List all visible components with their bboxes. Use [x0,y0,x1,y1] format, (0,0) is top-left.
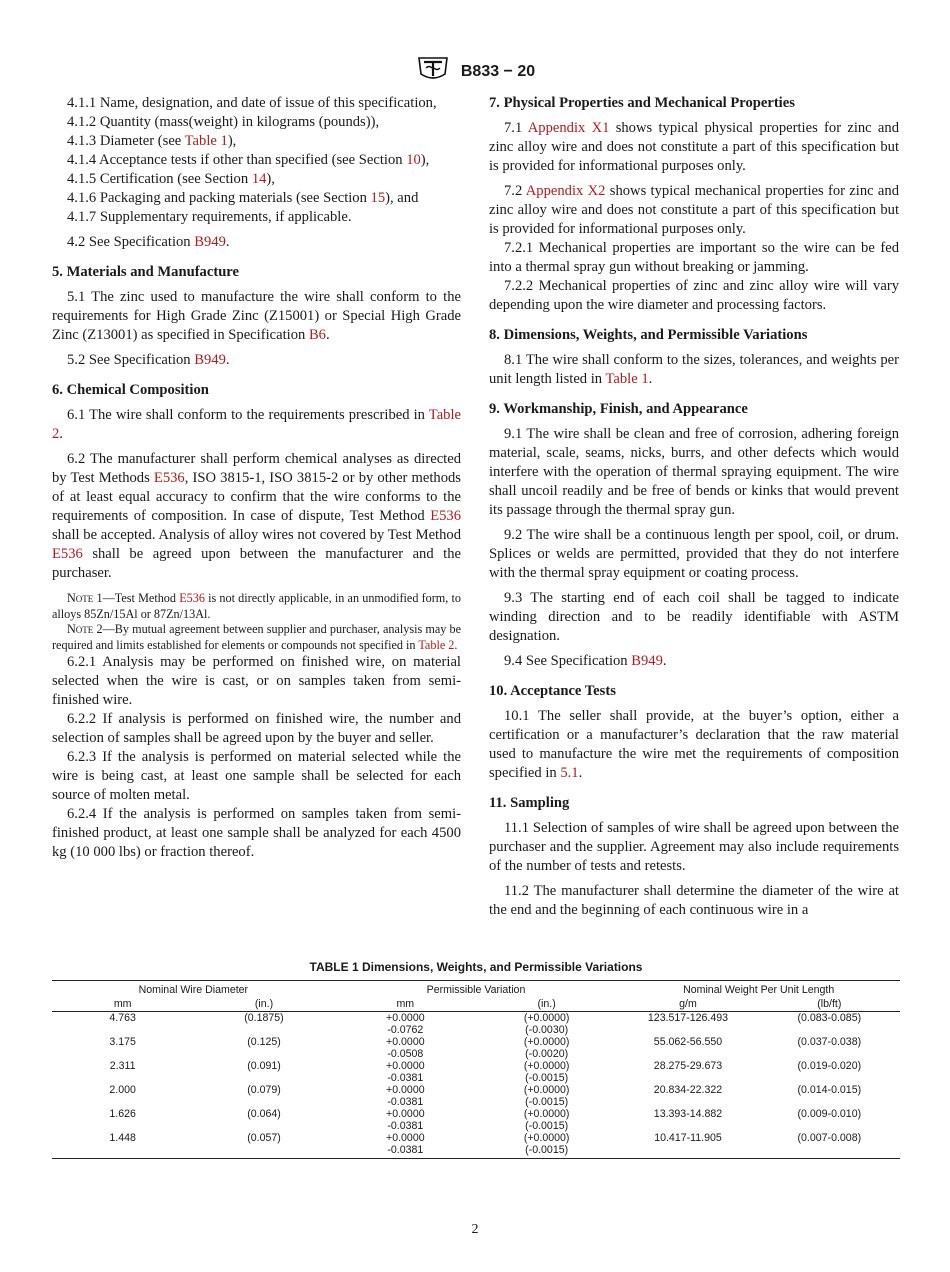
link-b949[interactable]: B949 [194,352,226,368]
table-row [52,1144,900,1159]
table-row [52,1048,900,1060]
link-appendix-x2[interactable]: Appendix X2 [525,183,606,199]
table-cell: 20.834-22.322 [653,1084,723,1096]
table-cell: +0.0000 [386,1084,425,1096]
link-table-2[interactable]: Table 2 [418,637,455,652]
paragraph-10-1: 10.1 The seller shall provide, at the buyer’s option, either a certification or a manufacturer’s declaration that the raw material used to manufacture the wire met the requirements of composition specified in 5.1. [489,708,899,781]
paragraph-9-1: 9.1 The wire shall be clean and free of corrosion, adhering foreign material, scale, seams, nicks, burrs, and other defects which would interfere with the operation of thermal spraying equipment. The wire shall uncoil readily and be free of bends or kinks that would prevent its passage through the thermal spray gun. [489,426,899,518]
unit-header: mm [52,997,193,1012]
table-cell: (-0.0015) [525,1120,569,1132]
paragraph-8-1: 8.1 The wire shall conform to the sizes, tolerances, and weights per unit length listed in Table 1. [489,352,899,387]
table-cell: -0.0762 [387,1024,424,1036]
table-cell: (0.009-0.010) [797,1108,862,1120]
item-4-1-3: 4.1.3 Diameter (see Table 1), [67,133,237,149]
table-cell: -0.0381 [335,1144,476,1159]
table-cell: 10.417-11.905 [654,1132,722,1144]
paragraph-7-1: 7.1 Appendix X1 shows typical physical properties for zinc and zinc alloy wire and does not constitute a part of this specification but is provided for informational purposes only. [489,120,900,174]
table-row [52,1132,900,1144]
link-section-14[interactable]: 14 [251,171,267,187]
item-4-1-6: 4.1.6 Packaging and packing materials (see Section 15), and [67,190,419,206]
column-group-header: Permissible Variation [335,981,618,998]
unit-header: (in.) [476,997,617,1012]
left-column [52,94,461,862]
paragraph-6-2-4: 6.2.4 If the analysis is performed on samples taken from semi-finished product, at least one sample shall be analyzed for each 4500 kg (10 000 lbs) or fraction thereof. [52,806,461,860]
table-cell: 1.626 [109,1108,136,1120]
table-cell: 55.062-56.550 [653,1036,723,1048]
paragraph-7-2-2: 7.2.2 Mechanical properties of zinc and zinc alloy wire will vary depending upon the wire diameter and processing factors. [489,278,899,313]
table-row [52,1108,900,1120]
table-cell: 3.175 [109,1036,136,1048]
table-cell: (+0.0000) [523,1036,570,1048]
table-cell: (+0.0000) [523,1084,570,1096]
table-row [52,1060,900,1072]
table-cell: +0.0000 [386,1036,425,1048]
table-row [52,1096,900,1108]
table-cell: (0.014-0.015) [797,1084,862,1096]
table-cell: (+0.0000) [523,1060,570,1072]
table-1-title: TABLE 1 Dimensions, Weights, and Permissible Variations [309,960,643,974]
paragraph-5-2: 5.2 See Specification B949. [67,352,230,368]
document-designation: B833 − 20 [460,62,536,80]
table-cell: +0.0000 [386,1012,425,1024]
table-cell: (0.064) [247,1108,281,1120]
table-row [52,1084,900,1096]
table-cell: (0.079) [247,1084,281,1096]
section-8-heading: 8. Dimensions, Weights, and Permissible Variations [489,327,808,343]
paragraph-9-4: 9.4 See Specification B949. [504,653,667,669]
link-table-2[interactable]: Table 2 [52,407,461,442]
link-appendix-x1[interactable]: Appendix X1 [527,120,610,136]
section-5-heading: 5. Materials and Manufacture [52,264,239,280]
item-4-1-7: 4.1.7 Supplementary requirements, if applicable. [67,209,352,225]
section-11-heading: 11. Sampling [489,795,570,811]
section-10-heading: 10. Acceptance Tests [489,683,616,699]
column-group-header: Nominal Wire Diameter [52,981,335,998]
right-column [489,94,899,920]
table-cell: (0.019-0.020) [797,1060,862,1072]
table-cell: (0.037-0.038) [797,1036,862,1048]
table-cell: (-0.0030) [525,1024,569,1036]
paragraph-6-2-1: 6.2.1 Analysis may be performed on finished wire, on material selected when the wire is cast, or on samples taken from semi-finished wire. [52,654,461,708]
section-7-heading: 7. Physical Properties and Mechanical Properties [489,95,795,111]
table-row [52,1120,900,1132]
link-table-1[interactable]: Table 1 [184,133,228,149]
column-group-header: Nominal Weight Per Unit Length [617,981,900,998]
link-section-15[interactable]: 15 [370,190,386,206]
paragraph-9-3: 9.3 The starting end of each coil shall be tagged to indicate winding direction and to be readily identifiable with ASTM designation. [489,590,899,644]
table-cell: (+0.0000) [523,1132,570,1144]
table-1-grid [52,980,900,1159]
table-1 [52,960,900,1159]
table-cell: (0.083-0.085) [797,1012,862,1024]
unit-header: mm [335,997,476,1012]
paragraph-7-2-1: 7.2.1 Mechanical properties are important so the wire can be fed into a thermal spray gun without breaking or jamming. [489,240,899,275]
table-cell: 4.763 [109,1012,136,1024]
astm-logo-icon [415,56,451,87]
table-cell: (0.007-0.008) [797,1132,862,1144]
paragraph-6-2: 6.2 The manufacturer shall perform chemical analyses as directed by Test Methods E536, ISO 3815-1, ISO 3815-2 or by other methods of at least equal accuracy to confirm that the wire conforms to the requirements of composition. In case of dispute, Test Method E536 shall be accepted. Analysis of alloy wires not covered by Test Method E536 shall be agreed upon between the manufacturer and the purchaser. [52,451,461,581]
item-4-1-2: 4.1.2 Quantity (mass(weight) in kilograms (pounds)), [67,114,380,130]
paragraph-5-1: 5.1 The zinc used to manufacture the wire shall conform to the requirements for High Grade Zinc (Z15001) or Special High Grade Zinc (Z13001) as specified in Specification B6. [52,289,461,343]
page-header [0,56,950,87]
paragraph-6-2-3: 6.2.3 If the analysis is performed on material selected while the wire is being cast, at least one sample shall be selected for each source of molten metal. [52,749,461,803]
table-cell: -0.0381 [387,1072,424,1084]
table-cell: (0.091) [247,1060,281,1072]
item-4-1-1: 4.1.1 Name, designation, and date of issue of this specification, [67,95,437,111]
link-e536[interactable]: E536 [153,470,185,486]
link-table-1[interactable]: Table 1 [605,371,649,387]
item-4-1-4: 4.1.4 Acceptance tests if other than specified (see Section 10), [67,152,430,168]
link-e536[interactable]: E536 [430,508,461,524]
table-cell: +0.0000 [386,1060,425,1072]
table-row [52,1072,900,1084]
paragraph-7-2: 7.2 Appendix X2 shows typical mechanical properties for zinc and zinc alloy wire and does not constitute a part of this specification but is provided for informational purposes only. [489,183,899,237]
table-cell: -0.0381 [387,1120,424,1132]
link-section-5-1[interactable]: 5.1 [560,765,579,781]
table-cell: (-0.0015) [525,1096,569,1108]
paragraph-6-1: 6.1 The wire shall conform to the requirements prescribed in Table 2. [52,407,461,442]
paragraph-11-1: 11.1 Selection of samples of wire shall be agreed upon between the purchaser and the supplier. Agreement may also include requirements of the number of tests and retests. [489,820,899,874]
paragraph-6-2-2: 6.2.2 If analysis is performed on finished wire, the number and selection of samples shall be agreed upon by the buyer and seller. [52,711,461,746]
table-cell: (-0.0020) [525,1048,569,1060]
table-row [52,1012,900,1025]
table-cell: (0.1875) [244,1012,284,1024]
table-row [52,1036,900,1048]
table-cell: (+0.0000) [523,1108,570,1120]
item-4-2: 4.2 See Specification B949. [67,234,230,250]
table-cell: 28.275-29.673 [653,1060,723,1072]
link-section-10[interactable]: 10 [406,152,421,168]
unit-header: (in.) [193,997,334,1012]
paragraph-11-2: 11.2 The manufacturer shall determine the diameter of the wire at the end and the beginning of each continuous wire in a [489,883,899,918]
section-9-heading: 9. Workmanship, Finish, and Appearance [489,401,748,417]
table-cell: 2.311 [109,1060,136,1072]
note-1: Note 1—Test Method E536 is not directly applicable, in an unmodified form, to alloys 85Zn/15Al or 87Zn/13Al. [52,591,462,621]
note-2: Note 2—By mutual agreement between supplier and purchaser, analysis may be required and limits established for elements or compounds not specified in Table 2. [52,622,462,652]
table-cell: (-0.0015) [476,1144,617,1159]
table-cell: 2.000 [109,1084,136,1096]
section-6-heading: 6. Chemical Composition [52,382,209,398]
table-cell: -0.0381 [387,1096,424,1108]
table-row [52,1024,900,1036]
unit-header: g/m [617,997,758,1012]
link-b949[interactable]: B949 [631,653,663,669]
table-cell: -0.0508 [387,1048,424,1060]
link-b6[interactable]: B6 [308,327,326,343]
table-cell: (+0.0000) [523,1012,570,1024]
table-cell: 1.448 [109,1132,136,1144]
page-number: 2 [471,1222,479,1237]
unit-header: (lb/ft) [759,997,900,1012]
table-cell: 123.517-126.493 [647,1012,729,1024]
table-cell: +0.0000 [386,1108,425,1120]
link-e536[interactable]: E536 [179,591,205,605]
paragraph-9-2: 9.2 The wire shall be a continuous length per spool, coil, or drum. Splices or welds are permitted, provided that they do not interfere with the thermal spray equipment or coating process. [489,527,899,581]
item-4-1-5: 4.1.5 Certification (see Section 14), [67,171,275,187]
table-cell: (0.125) [247,1036,281,1048]
table-cell: 13.393-14.882 [653,1108,723,1120]
link-e536[interactable]: E536 [52,546,83,562]
link-b949[interactable]: B949 [194,234,226,250]
table-cell: +0.0000 [386,1132,425,1144]
table-cell: (0.057) [247,1132,281,1144]
table-cell: (-0.0015) [525,1072,569,1084]
